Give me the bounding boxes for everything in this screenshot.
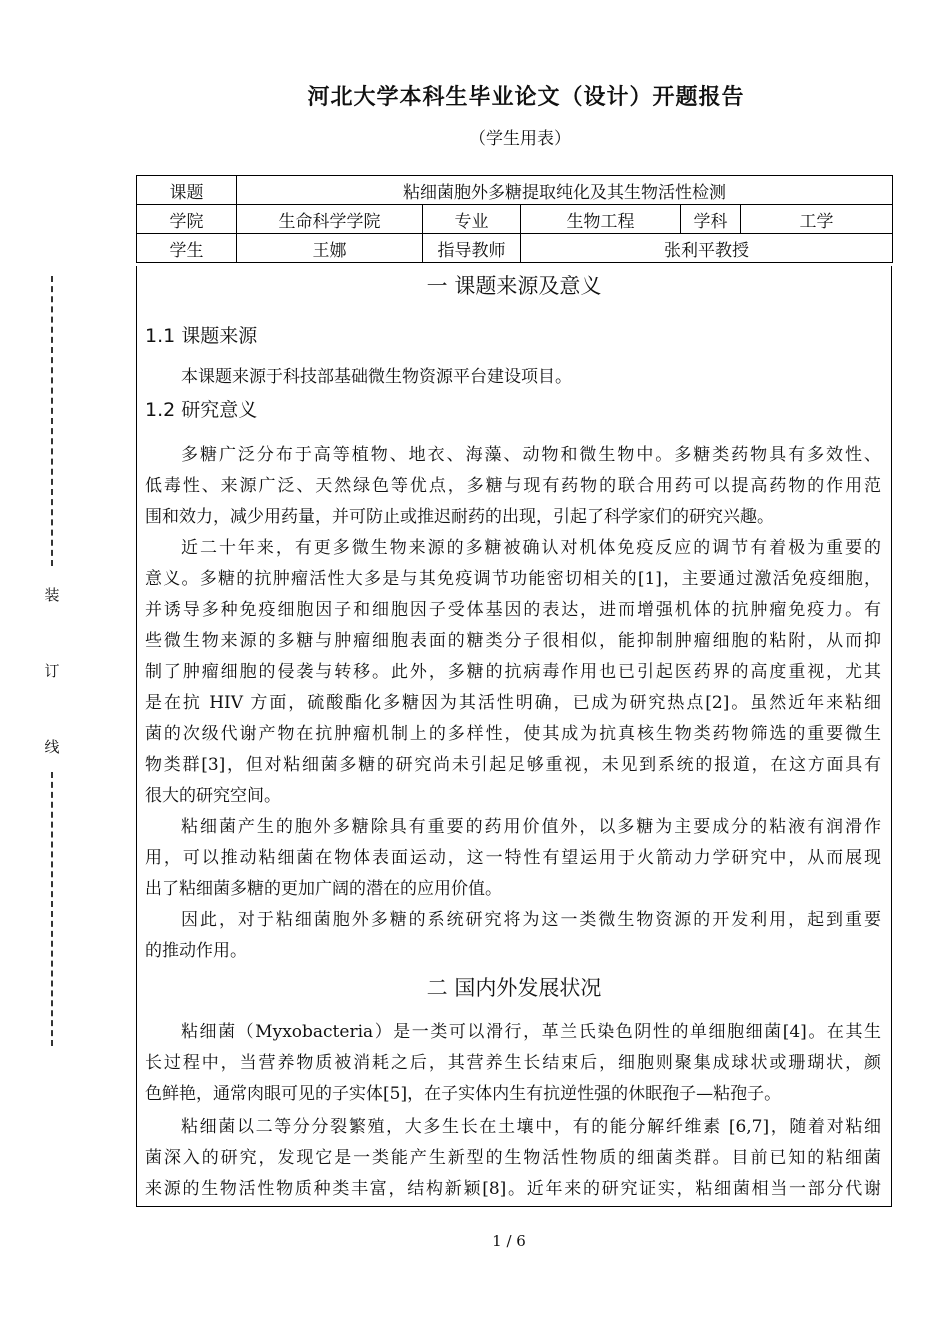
binding-char-zhuang: 装 [44, 586, 60, 604]
document-title: 河北大学本科生毕业论文（设计）开题报告 [307, 85, 745, 110]
student-row [137, 234, 893, 263]
paragraph-line: 并诱导多种免疫细胞因子和细胞因子受体基因的表达，进而增强机体的抗肿瘤免疫力。有 [145, 600, 881, 620]
student-value: 王娜 [237, 234, 423, 263]
binding-dash-bottom [51, 772, 53, 1046]
paragraph-line: 用，可以推动粘细菌在物体表面运动，这一特性有望运用于火箭动力学研究中，从而展现 [145, 848, 881, 868]
binding-char-xian: 线 [44, 738, 60, 756]
paragraph-line: 粘细菌（Myxobacteria）是一类可以滑行，革兰氏染色阴性的单细胞细菌[4]。在其生 [181, 1022, 881, 1042]
paragraph-line: 长过程中，当营养物质被消耗之后，其营养生长结束后，细胞则聚集成球状或珊瑚状，颜 [145, 1053, 881, 1073]
info-table [136, 175, 893, 263]
binding-dash-top [51, 276, 53, 566]
binding-char-ding: 订 [44, 662, 60, 680]
paragraph-line: 近二十年来，有更多微生物来源的多糖被确认对机体免疫反应的调节有着极为重要的 [181, 538, 881, 558]
paragraph-line: 出了粘细菌多糖的更加广阔的潜在的应用价值。 [145, 879, 502, 899]
paragraph-line: 很大的研究空间。 [145, 786, 281, 806]
college-value: 生命科学学院 [237, 205, 423, 234]
paragraph-line: 菌深入的研究，发现它是一类能产生新型的生物活性物质的细菌类群。目前已知的粘细菌 [145, 1148, 881, 1168]
topic-value: 粘细菌胞外多糖提取纯化及其生物活性检测 [237, 176, 893, 205]
paragraph-line: 的推动作用。 [145, 941, 247, 961]
paragraph-line: 意义。多糖的抗肿瘤活性大多是与其免疫调节功能密切相关的[1]，主要通过激活免疫细胞， [145, 569, 881, 589]
subject-label: 学科 [681, 205, 741, 234]
section-1-heading: 一 课题来源及意义 [426, 274, 602, 298]
paragraph-line: 粘细菌以二等分分裂繁殖，大多生长在土壤中，有的能分解纤维素 [6,7]，随着对粘细 [181, 1117, 881, 1137]
paragraph-line: 本课题来源于科技部基础微生物资源平台建设项目。 [181, 367, 572, 387]
paragraph-line: 是在抗 HIV 方面，硫酸酯化多糖因为其活性明确，已成为研究热点[2]。虽然近年来粘细 [145, 693, 881, 713]
binding-line [40, 276, 64, 1046]
college-label: 学院 [137, 205, 237, 234]
paragraph-line: 来源的生物活性物质种类丰富，结构新颖[8]。近年来的研究证实，粘细菌相当一部分代谢 [145, 1179, 881, 1199]
major-label: 专业 [423, 205, 521, 234]
advisor-value: 张利平教授 [521, 234, 893, 263]
document-subtitle: （学生用表） [469, 129, 571, 149]
paragraph-line: 物类群[3]，但对粘细菌多糖的研究尚未引起足够重视，未见到系统的报道，在这方面具有 [145, 755, 881, 775]
paragraph-line: 制了肿瘤细胞的侵袭与转移。此外，多糖的抗病毒作用也已引起医药界的高度重视，尤其 [145, 662, 881, 682]
section-1-2-heading: 1.2 研究意义 [145, 399, 258, 421]
paragraph-line: 因此，对于粘细菌胞外多糖的系统研究将为这一类微生物资源的开发利用，起到重要 [181, 910, 881, 930]
major-value: 生物工程 [521, 205, 681, 234]
advisor-label: 指导教师 [423, 234, 521, 263]
section-2-heading: 二 国内外发展状况 [426, 976, 602, 1000]
section-1-1-heading: 1.1 课题来源 [145, 325, 258, 347]
paragraph-line: 围和效力，减少用药量，并可防止或推迟耐药的出现，引起了科学家们的研究兴趣。 [145, 507, 774, 527]
topic-label: 课题 [137, 176, 237, 205]
paragraph-line: 低毒性、来源广泛、天然绿色等优点，多糖与现有药物的联合用药可以提高药物的作用范 [145, 476, 881, 496]
paragraph-line: 菌的次级代谢产物在抗肿瘤机制上的多样性，使其成为抗真核生物类药物筛选的重要微生 [145, 724, 881, 744]
student-label: 学生 [137, 234, 237, 263]
college-row [137, 205, 893, 234]
paragraph-line: 粘细菌产生的胞外多糖除具有重要的药用价值外，以多糖为主要成分的粘液有润滑作 [181, 817, 881, 837]
topic-row [137, 176, 893, 205]
paragraph-line: 些微生物来源的多糖与肿瘤细胞表面的糖类分子很相似，能抑制肿瘤细胞的粘附，从而抑 [145, 631, 881, 651]
paragraph-line: 色鲜艳，通常肉眼可见的子实体[5]，在子实体内生有抗逆性强的休眠孢子—粘孢子。 [145, 1084, 782, 1104]
page-number: 1 / 6 [492, 1232, 526, 1250]
subject-value: 工学 [741, 205, 893, 234]
paragraph-line: 多糖广泛分布于高等植物、地衣、海藻、动物和微生物中。多糖类药物具有多效性、 [181, 445, 881, 465]
report-body [136, 266, 892, 1207]
